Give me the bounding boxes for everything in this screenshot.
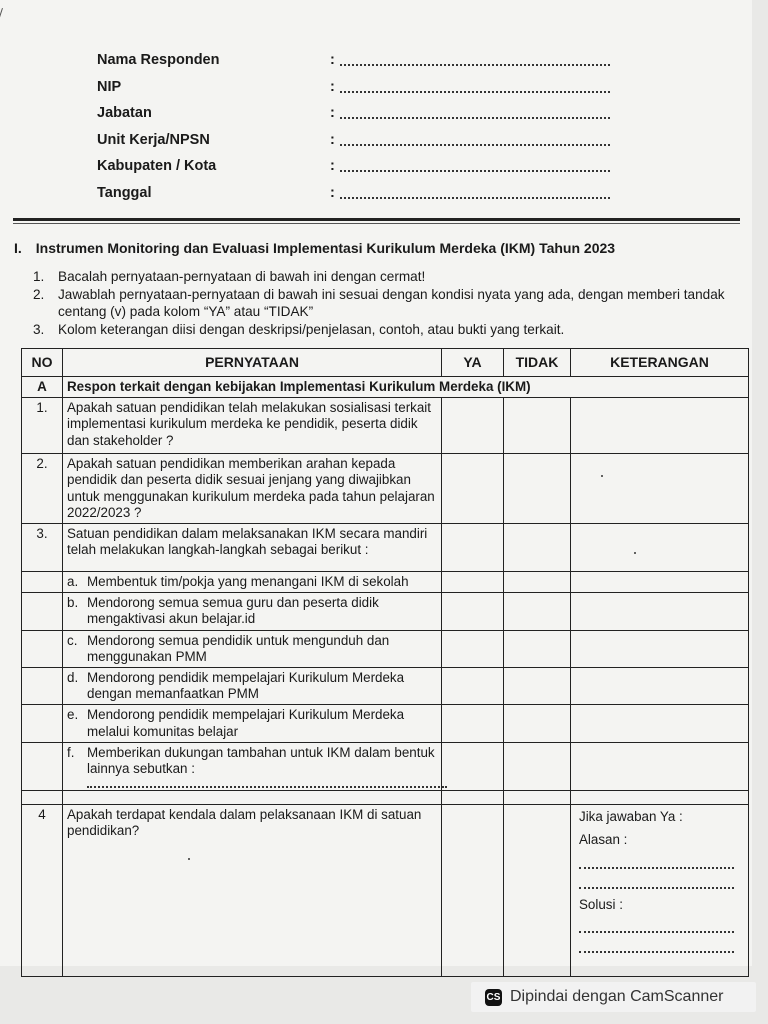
- keterangan-cell[interactable]: [571, 572, 749, 593]
- fill-line[interactable]: [579, 921, 734, 933]
- camscanner-watermark: CS Dipindai dengan CamScanner: [471, 982, 756, 1012]
- identity-row-tanggal: Tanggal :: [97, 183, 617, 210]
- scan-speck: [188, 858, 190, 860]
- ya-cell[interactable]: [442, 454, 504, 524]
- keterangan-cell[interactable]: [571, 742, 749, 790]
- table-row: 3. Satuan pendidikan dalam melaksanakan IKM secara mandiri telah melakukan langkah-langkah sebagai berikut :: [22, 524, 749, 572]
- header-ya: YA: [442, 349, 504, 377]
- tidak-cell[interactable]: [504, 668, 571, 705]
- instruction-item: 3. Kolom keterangan diisi dengan deskripsi/penjelasan, contoh, atau bukti yang terkait.: [33, 321, 565, 337]
- tidak-cell[interactable]: [504, 630, 571, 667]
- tidak-cell[interactable]: [504, 524, 571, 572]
- identity-row-jabatan: Jabatan :: [97, 103, 617, 130]
- keterangan-cell[interactable]: [571, 630, 749, 667]
- header-no: NO: [22, 349, 63, 377]
- table-row: 2. Apakah satuan pendidikan memberikan arahan kepada pendidik dan peserta didik sesuai jenjang yang diwajibkan untuk menggunakan kurikulum merdeka pada tahun pelajaran 2022/2023 ?: [22, 454, 749, 524]
- instruction-item: 2. Jawablah pernyataan-pernyataan di bawah ini sesuai dengan kondisi nyata yang ada, dengan memberi tandak centang (v) pada kolom “YA” atau “TIDAK”: [33, 286, 725, 319]
- fill-line[interactable]: [340, 91, 610, 93]
- identity-row-nip: NIP :: [97, 77, 617, 104]
- identity-row-kabupaten: Kabupaten / Kota :: [97, 156, 617, 183]
- identity-row-unit-kerja: Unit Kerja/NPSN :: [97, 130, 617, 157]
- fill-line[interactable]: [87, 777, 447, 788]
- ya-cell[interactable]: [442, 742, 504, 790]
- section-heading: I. Instrumen Monitoring dan Evaluasi Implementasi Kurikulum Merdeka (IKM) Tahun 2023: [14, 240, 616, 256]
- keterangan-cell[interactable]: [571, 593, 749, 630]
- questionnaire-table: [21, 348, 749, 977]
- pen-mark: [0, 8, 20, 63]
- table-row: 1. Apakah satuan pendidikan telah melakukan sosialisasi terkait implementasi kurikulum merdeka ke pendidik, peserta didik dan stakeholder ?: [22, 398, 749, 454]
- ya-cell[interactable]: [442, 705, 504, 742]
- instructions-list: [33, 268, 733, 338]
- header-keterangan: KETERANGAN: [571, 349, 749, 377]
- ya-cell[interactable]: [442, 668, 504, 705]
- table-row: 4 Apakah terdapat kendala dalam pelaksanaan IKM di satuan pendidikan? Jika jawaban Ya : Alasan : Solusi :: [22, 805, 749, 977]
- ya-cell[interactable]: [442, 524, 504, 572]
- instruction-item: 1. Bacalah pernyataan-pernyataan di bawah ini dengan cermat!: [33, 269, 426, 284]
- table-row: b. Mendorong semua semua guru dan peserta didik mengaktivasi akun belajar.id: [22, 593, 749, 630]
- fill-line[interactable]: [579, 941, 734, 953]
- keterangan-cell[interactable]: Jika jawaban Ya : Alasan : Solusi :: [571, 805, 749, 977]
- fill-line[interactable]: [340, 197, 610, 199]
- tidak-cell[interactable]: [504, 593, 571, 630]
- tidak-cell[interactable]: [504, 572, 571, 593]
- respondent-identity: [97, 50, 617, 210]
- tidak-cell[interactable]: [504, 398, 571, 454]
- keterangan-cell[interactable]: [571, 524, 749, 572]
- fill-line[interactable]: [340, 144, 610, 146]
- spacer-row: [22, 791, 749, 805]
- fill-line[interactable]: [579, 877, 734, 889]
- table-row: c. Mendorong semua pendidik untuk mengunduh dan menggunakan PMM: [22, 630, 749, 667]
- keterangan-cell[interactable]: [571, 454, 749, 524]
- header-tidak: TIDAK: [504, 349, 571, 377]
- table-row: a. Membentuk tim/pokja yang menangani IKM di sekolah: [22, 572, 749, 593]
- fill-line[interactable]: [340, 64, 610, 66]
- camscanner-logo-icon: CS: [485, 989, 502, 1006]
- ya-cell[interactable]: [442, 805, 504, 977]
- divider: [13, 223, 740, 224]
- fill-line[interactable]: [579, 857, 734, 869]
- fill-line[interactable]: [340, 170, 610, 172]
- tidak-cell[interactable]: [504, 805, 571, 977]
- ya-cell[interactable]: [442, 398, 504, 454]
- header-pernyataan: PERNYATAAN: [63, 349, 442, 377]
- tidak-cell[interactable]: [504, 454, 571, 524]
- scan-speck: [601, 475, 603, 477]
- tidak-cell[interactable]: [504, 742, 571, 790]
- table-row: d. Mendorong pendidik mempelajari Kurikulum Merdeka dengan memanfaatkan PMM: [22, 668, 749, 705]
- ya-cell[interactable]: [442, 593, 504, 630]
- fill-line[interactable]: [340, 117, 610, 119]
- divider: [13, 218, 740, 221]
- table-row: e. Mendorong pendidik mempelajari Kurikulum Merdeka melalui komunitas belajar: [22, 705, 749, 742]
- tidak-cell[interactable]: [504, 705, 571, 742]
- scan-speck: [634, 552, 636, 554]
- ya-cell[interactable]: [442, 572, 504, 593]
- table-header-row: [22, 349, 749, 377]
- identity-row-nama: Nama Responden :: [97, 50, 617, 77]
- table-row: f. Memberikan dukungan tambahan untuk IKM dalam bentuk lainnya sebutkan :: [22, 742, 749, 790]
- keterangan-cell[interactable]: [571, 668, 749, 705]
- section-row: A Respon terkait dengan kebijakan Implementasi Kurikulum Merdeka (IKM): [22, 377, 749, 398]
- ya-cell[interactable]: [442, 630, 504, 667]
- keterangan-cell[interactable]: [571, 705, 749, 742]
- keterangan-cell[interactable]: [571, 398, 749, 454]
